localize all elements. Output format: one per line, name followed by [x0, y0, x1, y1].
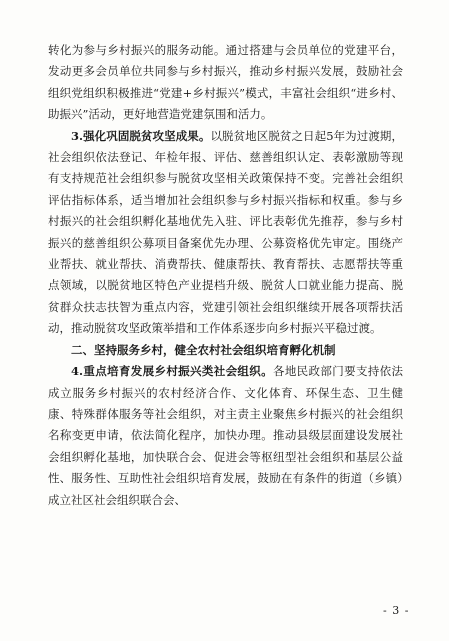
- paragraph-continuation: [48, 40, 403, 126]
- paragraph-item-4: [48, 361, 403, 511]
- page-number: - 3 -: [383, 604, 410, 617]
- paragraph-body: 各地民政部门要支持依法成立服务乡村振兴的农村经济合作、文化体育、环保生态、卫生健康、特殊群体服务等社会组织，对主责主业聚焦乡村振兴的社会组织名称变更申请，依法简化程序，加快办理。推动县级层面建设发展社会组织孵化基地，加快联合会、促进会等枢纽型社会组织和基层公益性、服务性、互助性社会组织培育发展，鼓励在有条件的街道（乡镇）成立社区社会组织联合会、: [48, 364, 403, 507]
- paragraph-body: 以脱贫地区脱贫之日起5年为过渡期，社会组织依法登记、年检年报、评估、慈善组织认定、表彰激励等现有支持规范社会组织参与脱贫攻坚相关政策保持不变。完善社会组织评估指标体系，适当增加社会组织参与乡村振兴指标和权重。参与乡村振兴的社会组织孵化基地优先入驻、评比表彰优先推荐，参与乡村振兴的慈善组织公募项目备案优先办理、公募资格优先审定。围绕产业帮扶、就业帮扶、消费帮扶、健康帮扶、教育帮扶、志愿帮扶等重点领域，以脱贫地区特色产业提档升级、脱贫人口就业能力提高、脱贫群众扶志扶智为重点内容，党建引领社会组织继续开展各项帮扶活动，推动脱贫攻坚政策举措和工作体系逐步向乡村振兴平稳过渡。: [48, 128, 403, 336]
- section-heading: 二、坚持服务乡村，健全农村社会组织培育孵化机制: [71, 342, 336, 357]
- paragraph-item-3: [48, 126, 403, 340]
- paragraph-lead: 4.重点培育发展乡村振兴类社会组织。: [71, 364, 273, 379]
- paragraph-body: 转化为参与乡村振兴的服务动能。通过搭建与会员单位的党建平台，发动更多会员单位共同参与乡村振兴，推动乡村振兴发展，鼓励社会组织党组织积极推进“党建+乡村振兴”模式，丰富社会组织“进乡村、助振兴”活动，更好地营造党建氛围和活力。: [48, 43, 403, 122]
- body-text: [48, 40, 403, 511]
- paragraph-lead: 3.强化巩固脱贫攻坚成果。: [71, 128, 211, 143]
